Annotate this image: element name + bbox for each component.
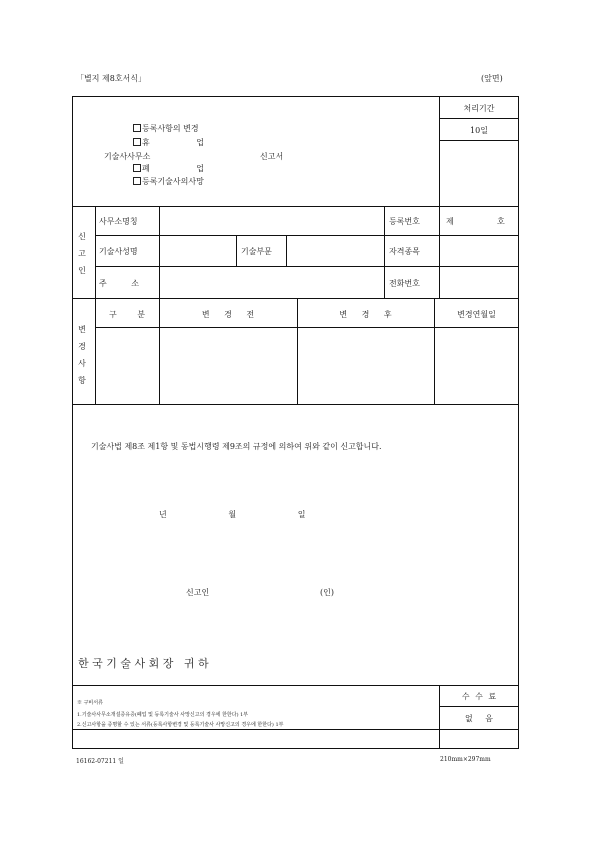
option-change[interactable]: 등록사항의 변경 <box>133 123 199 134</box>
addressee: 한 국 기 술 사 회 장 귀 하 <box>78 657 209 670</box>
address-field[interactable] <box>160 267 383 297</box>
option-suspend[interactable]: 휴 업 <box>133 137 226 148</box>
checkbox-icon[interactable] <box>133 138 141 146</box>
change-category-cell[interactable] <box>96 328 158 403</box>
reg-no-suffix: 호 <box>497 217 505 226</box>
col-category: 구 분 <box>109 310 145 319</box>
address-label: 주 소 <box>99 279 139 288</box>
report-label: 신고서 <box>260 152 284 161</box>
change-after-cell[interactable] <box>298 328 433 403</box>
side-label: (앞면) <box>481 74 503 83</box>
checkbox-icon[interactable] <box>133 124 141 132</box>
reporter-label: 신고인 <box>186 588 210 597</box>
paper-size: 210mm×297mm <box>440 756 491 763</box>
office-name-field[interactable] <box>160 207 383 234</box>
seal-label: (인) <box>320 588 334 597</box>
form-code: 16162-07211 일 <box>76 758 124 765</box>
checkbox-icon[interactable] <box>133 177 141 185</box>
applicant-section-label: 신 고 인 <box>78 232 86 275</box>
processing-value: 10일 <box>470 126 488 135</box>
field-input[interactable] <box>287 236 383 265</box>
field-label: 기술부문 <box>241 247 272 256</box>
phone-field[interactable] <box>440 267 518 297</box>
col-date: 변경연월일 <box>457 310 496 319</box>
declaration-text: 기술사법 제8조 제1항 및 동법시행령 제9조의 규정에 의하여 위와 같이 신고합니다. <box>91 442 382 451</box>
form-label: 「별지 제8호서식」 <box>76 74 147 83</box>
date-line: 년 월 일 <box>159 510 306 519</box>
fee-label: 수 수 료 <box>461 692 497 701</box>
change-date-cell[interactable] <box>435 328 518 403</box>
phone-label: 전화번호 <box>389 279 420 288</box>
changes-section-label: 변 경 사 항 <box>78 325 86 385</box>
note-item-2: 2.신고사항을 증명할 수 있는 서류(등록사항변경 및 등록기술사 사망신고의 경우에 한한다) 1부 <box>77 722 284 728</box>
col-after: 변 경 후 <box>339 310 392 319</box>
reg-no-label: 등록번호 <box>389 217 420 226</box>
option-death[interactable]: 등록기술사의사망 <box>133 176 204 187</box>
qualification-label: 자격종목 <box>389 247 420 256</box>
office-label: 기술사사무소 <box>104 152 151 161</box>
col-before: 변 경 전 <box>201 310 255 319</box>
option-close[interactable]: 폐 업 <box>133 163 226 174</box>
notes-heading: ※ 구비서류 <box>77 700 103 706</box>
fee-value: 없 음 <box>465 714 493 723</box>
engineer-name-field[interactable] <box>160 236 235 265</box>
change-before-cell[interactable] <box>160 328 296 403</box>
form-frame <box>72 96 519 749</box>
checkbox-icon[interactable] <box>133 164 141 172</box>
office-name-label: 사무소명칭 <box>99 217 138 226</box>
engineer-name-label: 기술사성명 <box>99 247 138 256</box>
reg-no-prefix: 제 <box>446 217 454 226</box>
qualification-field[interactable] <box>440 236 518 265</box>
processing-label: 처리기간 <box>463 104 495 113</box>
note-item-1: 1.기술사사무소개설증유증(폐업 및 등록기술사 사망신고의 경우에 한한다) 1부 <box>77 712 249 718</box>
